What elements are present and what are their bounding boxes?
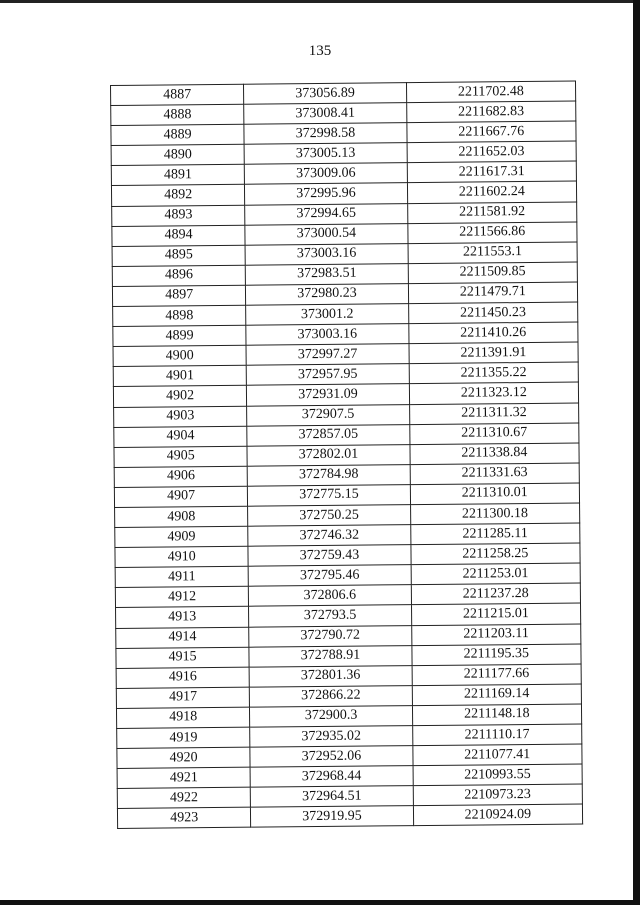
x-coordinate-cell: 372998.58 <box>244 123 407 145</box>
point-number-cell: 4916 <box>116 667 249 688</box>
x-coordinate-cell: 372788.91 <box>249 645 412 667</box>
y-coordinate-cell: 2211581.92 <box>407 202 577 224</box>
y-coordinate-cell: 2211285.11 <box>410 523 580 545</box>
y-coordinate-cell: 2211169.14 <box>412 684 582 706</box>
y-coordinate-cell: 2211338.84 <box>410 443 580 465</box>
y-coordinate-cell: 2211553.1 <box>408 242 578 264</box>
x-coordinate-cell: 372994.65 <box>245 203 408 225</box>
x-coordinate-cell: 372900.3 <box>250 706 413 728</box>
point-number-cell: 4914 <box>116 627 249 648</box>
point-number-cell: 4911 <box>115 566 248 587</box>
y-coordinate-cell: 2210973.23 <box>413 784 583 806</box>
point-number-cell: 4896 <box>112 265 245 286</box>
coordinates-table-body <box>111 81 583 829</box>
x-coordinate-cell: 372907.5 <box>247 404 410 426</box>
x-coordinate-cell: 372746.32 <box>248 525 411 547</box>
x-coordinate-cell: 372775.15 <box>248 485 411 507</box>
x-coordinate-cell: 373001.2 <box>246 304 409 326</box>
y-coordinate-cell: 2211195.35 <box>412 644 582 666</box>
x-coordinate-cell: 372784.98 <box>247 464 410 486</box>
y-coordinate-cell: 2211667.76 <box>407 121 577 143</box>
x-coordinate-cell: 372857.05 <box>247 424 410 446</box>
point-number-cell: 4897 <box>112 285 245 306</box>
point-number-cell: 4923 <box>117 808 250 829</box>
x-coordinate-cell: 372802.01 <box>247 444 410 466</box>
y-coordinate-cell: 2211110.17 <box>412 724 582 746</box>
y-coordinate-cell: 2211258.25 <box>411 543 581 565</box>
point-number-cell: 4889 <box>111 124 244 145</box>
point-number-cell: 4908 <box>115 506 248 527</box>
x-coordinate-cell: 373009.06 <box>245 163 408 185</box>
point-number-cell: 4915 <box>116 647 249 668</box>
point-number-cell: 4918 <box>116 707 249 728</box>
x-coordinate-cell: 373003.16 <box>245 243 408 265</box>
point-number-cell: 4920 <box>117 747 250 768</box>
x-coordinate-cell: 372919.95 <box>251 806 414 828</box>
scan-border-bottom <box>0 900 640 905</box>
y-coordinate-cell: 2211177.66 <box>412 664 582 686</box>
y-coordinate-cell: 2211355.22 <box>409 362 579 384</box>
point-number-cell: 4913 <box>116 607 249 628</box>
y-coordinate-cell: 2211323.12 <box>409 382 579 404</box>
scan-border-right <box>633 0 640 905</box>
y-coordinate-cell: 2211566.86 <box>407 222 577 244</box>
point-number-cell: 4894 <box>112 225 245 246</box>
point-number-cell: 4891 <box>111 165 244 186</box>
point-number-cell: 4907 <box>114 486 247 507</box>
x-coordinate-cell: 372790.72 <box>249 625 412 647</box>
y-coordinate-cell: 2211702.48 <box>406 81 576 103</box>
point-number-cell: 4922 <box>117 787 250 808</box>
page-number: 135 <box>308 43 332 59</box>
x-coordinate-cell: 373008.41 <box>244 103 407 125</box>
point-number-cell: 4898 <box>113 305 246 326</box>
point-number-cell: 4921 <box>117 767 250 788</box>
x-coordinate-cell: 372931.09 <box>247 384 410 406</box>
coordinates-table <box>110 81 583 830</box>
x-coordinate-cell: 372980.23 <box>246 284 409 306</box>
y-coordinate-cell: 2211391.91 <box>409 342 579 364</box>
x-coordinate-cell: 372793.5 <box>249 605 412 627</box>
point-number-cell: 4900 <box>113 345 246 366</box>
y-coordinate-cell: 2211602.24 <box>407 181 577 203</box>
point-number-cell: 4919 <box>117 727 250 748</box>
x-coordinate-cell: 372995.96 <box>245 183 408 205</box>
x-coordinate-cell: 372935.02 <box>250 726 413 748</box>
y-coordinate-cell: 2210993.55 <box>413 764 583 786</box>
point-number-cell: 4895 <box>112 245 245 266</box>
x-coordinate-cell: 372957.95 <box>247 364 410 386</box>
y-coordinate-cell: 2211237.28 <box>411 583 581 605</box>
y-coordinate-cell: 2211148.18 <box>412 704 582 726</box>
x-coordinate-cell: 372968.44 <box>250 766 413 788</box>
point-number-cell: 4903 <box>114 406 247 427</box>
x-coordinate-cell: 372750.25 <box>248 505 411 527</box>
x-coordinate-cell: 372806.6 <box>249 585 412 607</box>
x-coordinate-cell: 373000.54 <box>245 223 408 245</box>
point-number-cell: 4912 <box>115 587 248 608</box>
x-coordinate-cell: 372997.27 <box>246 344 409 366</box>
x-coordinate-cell: 372952.06 <box>250 746 413 768</box>
y-coordinate-cell: 2210924.09 <box>413 804 583 826</box>
y-coordinate-cell: 2211479.71 <box>408 282 578 304</box>
y-coordinate-cell: 2211077.41 <box>412 744 582 766</box>
point-number-cell: 4909 <box>115 526 248 547</box>
x-coordinate-cell: 372795.46 <box>248 565 411 587</box>
y-coordinate-cell: 2211652.03 <box>407 141 577 163</box>
point-number-cell: 4887 <box>111 84 244 105</box>
point-number-cell: 4917 <box>116 687 249 708</box>
x-coordinate-cell: 373003.16 <box>246 324 409 346</box>
x-coordinate-cell: 373005.13 <box>244 143 407 165</box>
point-number-cell: 4910 <box>115 546 248 567</box>
x-coordinate-cell: 372964.51 <box>251 786 414 808</box>
y-coordinate-cell: 2211682.83 <box>406 101 576 123</box>
y-coordinate-cell: 2211509.85 <box>408 262 578 284</box>
point-number-cell: 4893 <box>112 205 245 226</box>
x-coordinate-cell: 372983.51 <box>246 263 409 285</box>
y-coordinate-cell: 2211331.63 <box>410 463 580 485</box>
point-number-cell: 4901 <box>113 366 246 387</box>
y-coordinate-cell: 2211311.32 <box>409 403 579 425</box>
y-coordinate-cell: 2211450.23 <box>408 302 578 324</box>
x-coordinate-cell: 372866.22 <box>250 685 413 707</box>
point-number-cell: 4890 <box>111 144 244 165</box>
y-coordinate-cell: 2211203.11 <box>411 624 581 646</box>
y-coordinate-cell: 2211215.01 <box>411 603 581 625</box>
point-number-cell: 4902 <box>113 386 246 407</box>
x-coordinate-cell: 373056.89 <box>244 83 407 105</box>
y-coordinate-cell: 2211310.67 <box>409 423 579 445</box>
x-coordinate-cell: 372801.36 <box>249 665 412 687</box>
point-number-cell: 4899 <box>113 325 246 346</box>
scan-border-top <box>0 0 640 3</box>
table-row <box>117 804 582 829</box>
y-coordinate-cell: 2211310.01 <box>410 483 580 505</box>
point-number-cell: 4892 <box>111 185 244 206</box>
point-number-cell: 4906 <box>114 466 247 487</box>
point-number-cell: 4904 <box>114 426 247 447</box>
y-coordinate-cell: 2211617.31 <box>407 161 577 183</box>
y-coordinate-cell: 2211300.18 <box>410 503 580 525</box>
point-number-cell: 4888 <box>111 104 244 125</box>
y-coordinate-cell: 2211410.26 <box>408 322 578 344</box>
y-coordinate-cell: 2211253.01 <box>411 563 581 585</box>
x-coordinate-cell: 372759.43 <box>248 545 411 567</box>
point-number-cell: 4905 <box>114 446 247 467</box>
